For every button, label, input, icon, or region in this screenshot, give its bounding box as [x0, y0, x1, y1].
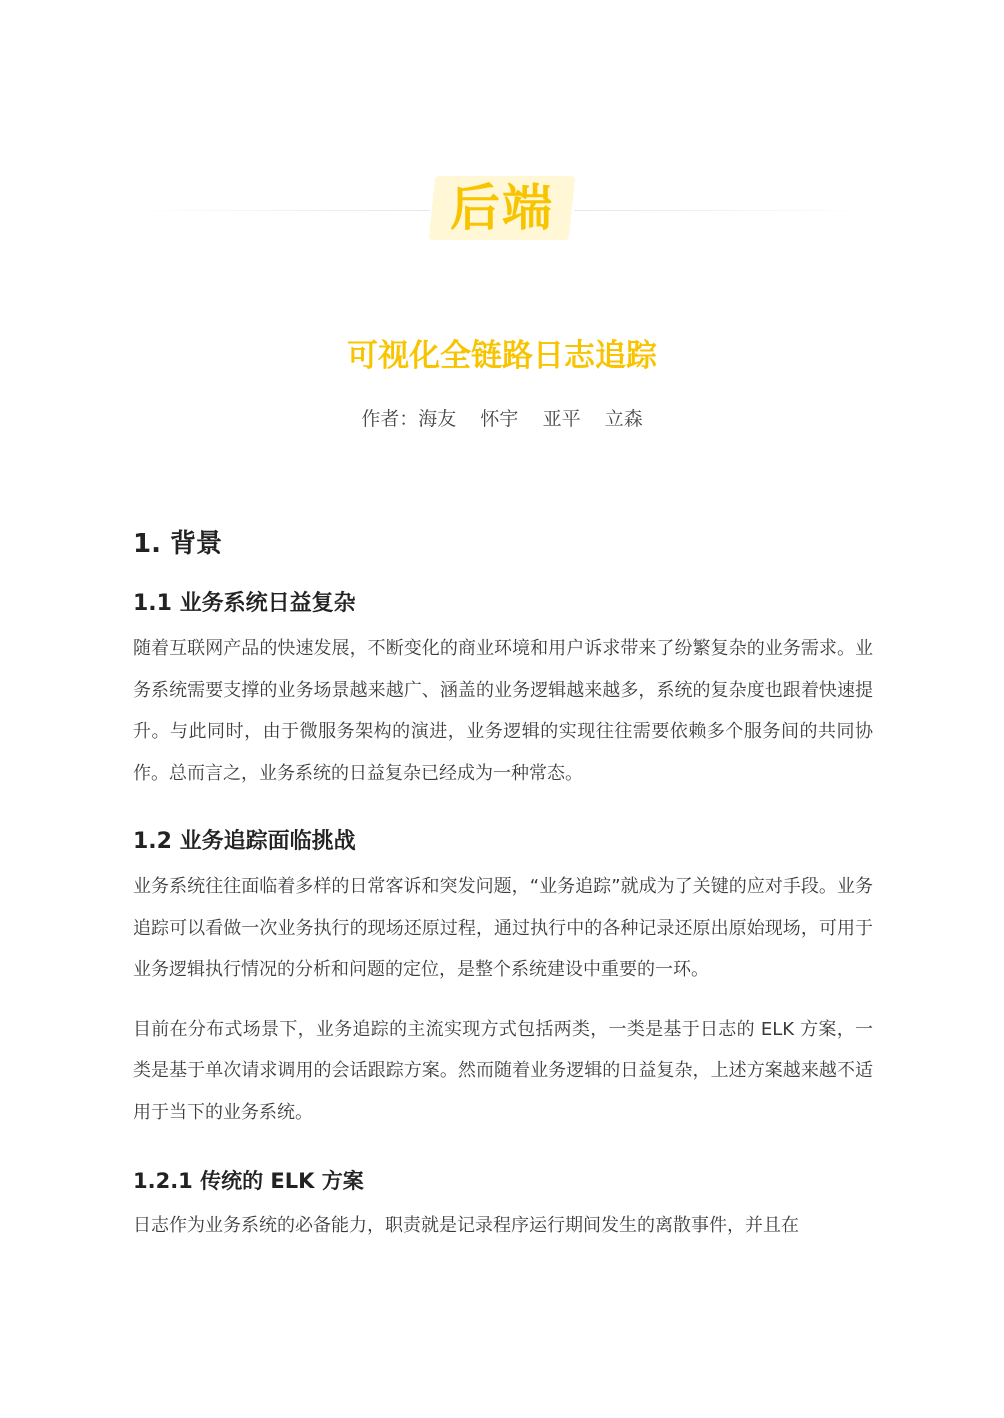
paragraph-1-2-b: 目前在分布式场景下，业务追踪的主流实现方式包括两类，一类是基于日志的 ELK 方案，一类是基于单次请求调用的会话跟踪方案。然而随着业务逻辑的日益复杂，上述方案越来越不适用于当下的业务系统。 — [133, 1018, 873, 1123]
banner-divider-right — [574, 210, 874, 211]
article-title: 可视化全链路日志追踪 — [347, 338, 657, 374]
category-banner — [0, 176, 1004, 242]
paragraph-1-2-a: 业务系统往往面临着多样的日常客诉和突发问题，“业务追踪”就成为了关键的应对手段。业务追踪可以看做一次业务执行的现场还原过程，通过执行中的各种记录还原出原始现场，可用于业务逻辑执行情况的分析和问题的定位，是整个系统建设中重要的一环。 — [133, 876, 873, 980]
paragraph-1-1: 随着互联网产品的快速发展，不断变化的商业环境和用户诉求带来了纷繁复杂的业务需求。业务系统需要支撑的业务场景越来越广、涵盖的业务逻辑越来越多，系统的复杂度也跟着快速提升。与此同时，由于微服务架构的演进，业务逻辑的实现往往需要依赖多个服务间的共同协作。总而言之，业务系统的日益复杂已经成为一种常态。 — [133, 638, 873, 784]
paragraph-1-2-1: 日志作为业务系统的必备能力，职责就是记录程序运行期间发生的离散事件，并且在 — [133, 1215, 799, 1236]
category-label: 后端 — [450, 179, 554, 237]
section-heading-1: 1. 背景 — [133, 529, 223, 559]
section-heading-1-1: 1.1 业务系统日益复杂 — [133, 591, 356, 616]
section-heading-1-2: 1.2 业务追踪面临挑战 — [133, 829, 356, 854]
article-body — [133, 520, 873, 1247]
section-heading-1-2-1: 1.2.1 传统的 ELK 方案 — [133, 1169, 364, 1193]
article-authors: 作者：海友 怀宇 亚平 立森 — [361, 408, 643, 430]
banner-divider-left — [130, 210, 430, 211]
